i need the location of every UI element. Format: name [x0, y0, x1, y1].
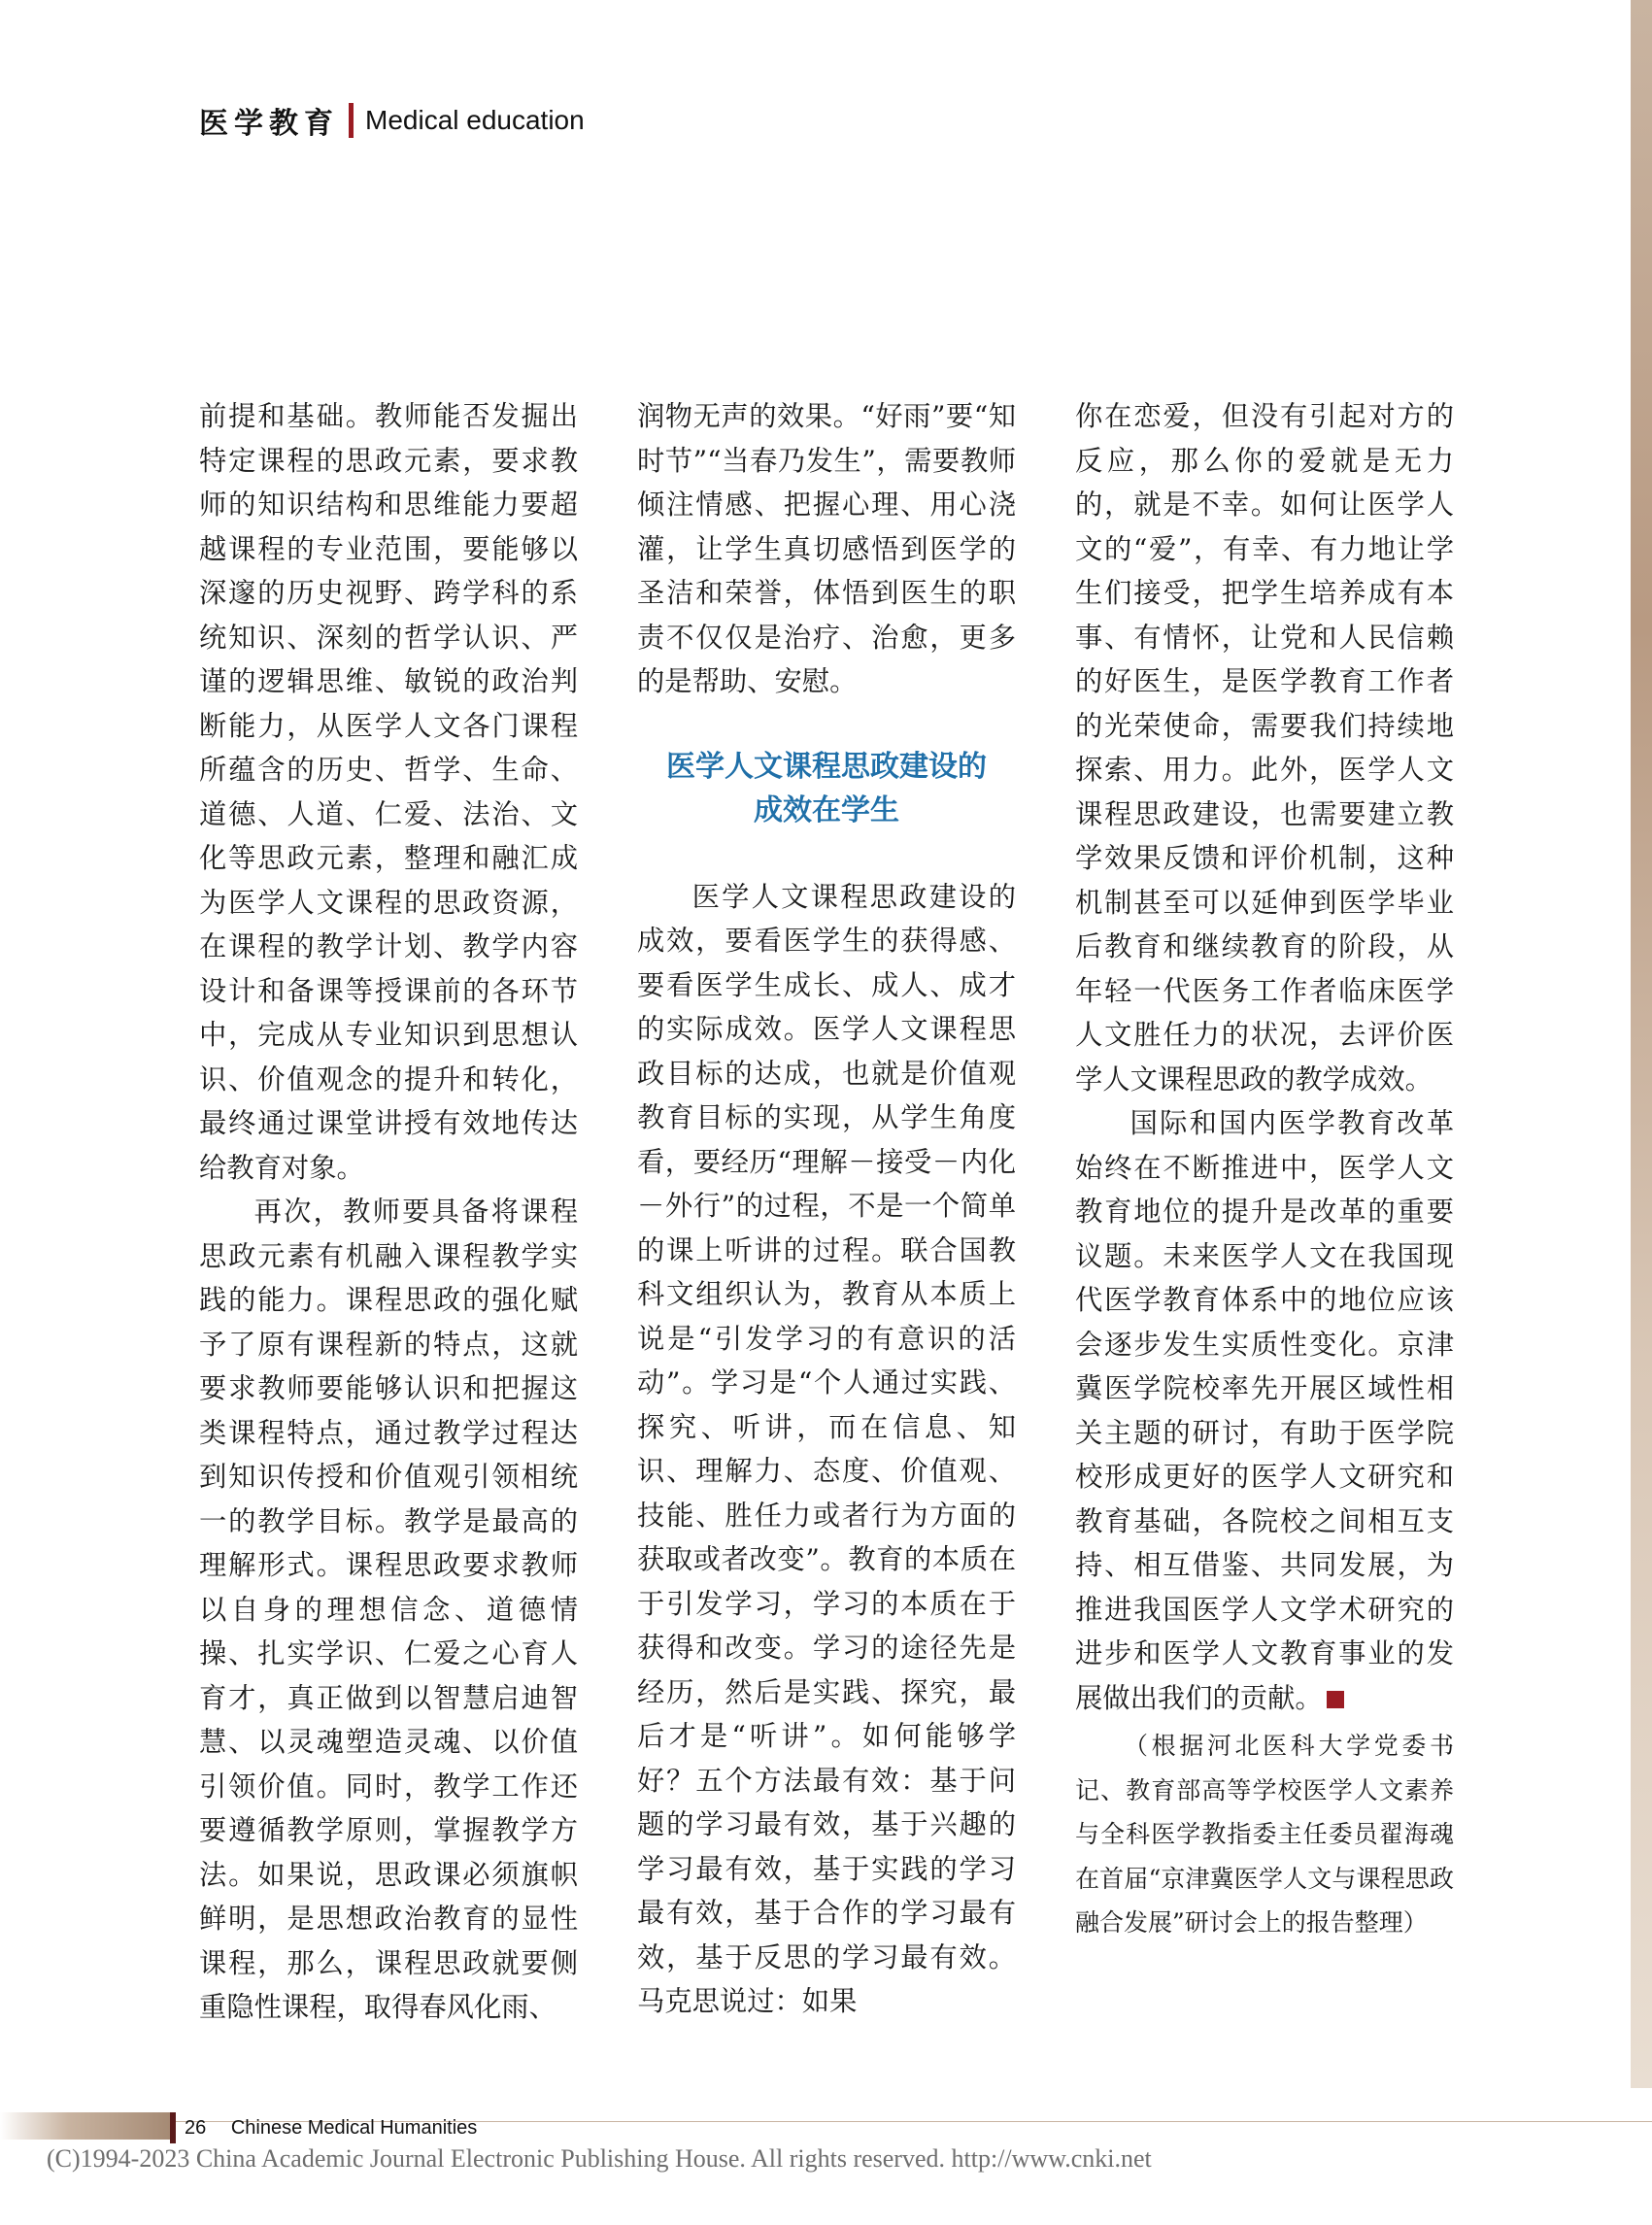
section-heading-line-2: 成效在学生 — [754, 792, 899, 827]
running-header — [199, 101, 585, 140]
paragraph: 前提和基础。教师能否发掘出特定课程的思政元素，要求教师的知识结构和思维能力要超越课程的专业范围，要能够以深邃的历史视野、跨学科的系统知识、深刻的哲学认识、严谨的逻辑思维、敏锐的政治判断能力，从医学人文各门课程所蕴含的历史、哲学、生命、道德、人道、仁爱、法治、文化等思政元素，整理和融汇成为医学人文课程的思政资源，在课程的教学计划、教学内容设计和备课等授课前的各环节中，完成从专业知识到思想认识、价值观念的提升和转化，最终通过课堂讲授有效地传达给教育对象。 — [199, 400, 578, 1184]
paragraph: 医学人文课程思政建设的成效，要看医学生的获得感、要看医学生成长、成人、成才的实际成效。医学人文课程思政目标的达成，也就是价值观教育目标的实现，从学生角度看，要经历“理解－接受－内化－外行”的过程，不是一个简单的课上听讲的过程。联合国教科文组织认为，教育从本质上说是“引发学习的有意识的活动”。学习是“个人通过实践、探究、听讲，而在信息、知识、理解力、态度、价值观、技能、胜任力或者行为方面的获取或者改变”。教育的本质在于引发学习，学习的本质在于获得和改变。学习的途径先是经历，然后是实践、探究，最后才是“听讲”。如何能够学好？五个方法最有效：基于问题的学习最有效，基于兴趣的学习最有效，基于实践的学习最有效，基于合作的学习最有效，基于反思的学习最有效。马克思说过：如果 — [637, 880, 1016, 2017]
paragraph: 润物无声的效果。“好雨”要“知时节”“当春乃发生”，需要教师倾注情感、把握心理、用心浇灌，让学生真切感悟到医学的圣洁和荣誉，体悟到医生的职责不仅仅是治疗、治愈，更多的是帮助、安慰。 — [637, 400, 1016, 697]
paragraph-final — [1075, 1101, 1454, 1720]
footer — [185, 2117, 477, 2140]
column-2 — [637, 394, 1016, 2024]
footer-tick — [170, 2112, 176, 2143]
paragraph: 再次，教师要具备将课程思政元素有机融入课程教学实践的能力。课程思政的强化赋予了原有课程新的特点，这就要求教师要能够认识和把握这类课程特点，通过教学过程达到知识传授和价值观引领相统一的教学目标。教学是最高的理解形式。课程思政要求教师以自身的理想信念、道德情操、扎实学识、仁爱之心育人育才，真正做到以智慧启迪智慧、以灵魂塑造灵魂、以价值引领价值。同时，教学工作还要遵循教学原则，掌握教学方法。如果说，思政课必须旗帜鲜明，是思想政治教育的显性课程，那么，课程思政就要侧重隐性课程，取得春风化雨、 — [199, 1196, 578, 2023]
column-1 — [199, 394, 578, 2030]
header-divider — [349, 103, 354, 138]
source-note: （根据河北医科大学党委书记、教育部高等学校医学人文素养与全科医学教指委主任委员翟海魂在首届“京津冀医学人文与课程思政融合发展”研讨会上的报告整理） — [1075, 1732, 1454, 1937]
journal-name: Chinese Medical Humanities — [230, 2117, 478, 2139]
section-heading-line-1: 医学人文课程思政建设的 — [666, 749, 987, 784]
column-3 — [1075, 394, 1454, 1945]
paragraph-text: 国际和国内医学教育改革始终在不断推进中，医学人文教育地位的提升是改革的重要议题。未来医学人文在我国现代医学教育体系中的地位应该会逐步发生实质性变化。京津冀医学院校率先开展区域性相关主题的研讨，有助于医学院校形成更好的医学人文研究和教育基础，各院校之间相互支持、相互借鉴、共同发展，为推进我国医学人文学术研究的进步和医学人文教育事业的发展做出我们的贡献。 — [1075, 1107, 1454, 1714]
section-heading — [637, 745, 1016, 832]
page-number: 26 — [185, 2117, 207, 2139]
copyright-notice: (C)1994-2023 China Academic Journal Electronic Publishing House. All rights reserved. http://www.cnki.net — [47, 2144, 1152, 2173]
footer-band — [0, 2112, 170, 2140]
end-square-icon — [1327, 1691, 1344, 1708]
section-name-zh: 医学教育 — [199, 107, 339, 141]
decorative-edge-bar — [1631, 0, 1652, 2088]
paragraph: 你在恋爱，但没有引起对方的反应，那么你的爱就是无力的，就是不幸。如何让医学人文的“爱”，有幸、有力地让学生们接受，把学生培养成有本事、有情怀，让党和人民信赖的好医生，是医学教育工作者的光荣使命，需要我们持续地探索、用力。此外，医学人文课程思政建设，也需要建立教学效果反馈和评价机制，这种机制甚至可以延伸到医学毕业后教育和继续教育的阶段，从年轻一代医务工作者临床医学人文胜任力的状况，去评价医学人文课程思政的教学成效。 — [1075, 400, 1454, 1096]
section-name-en: Medical education — [365, 105, 585, 135]
